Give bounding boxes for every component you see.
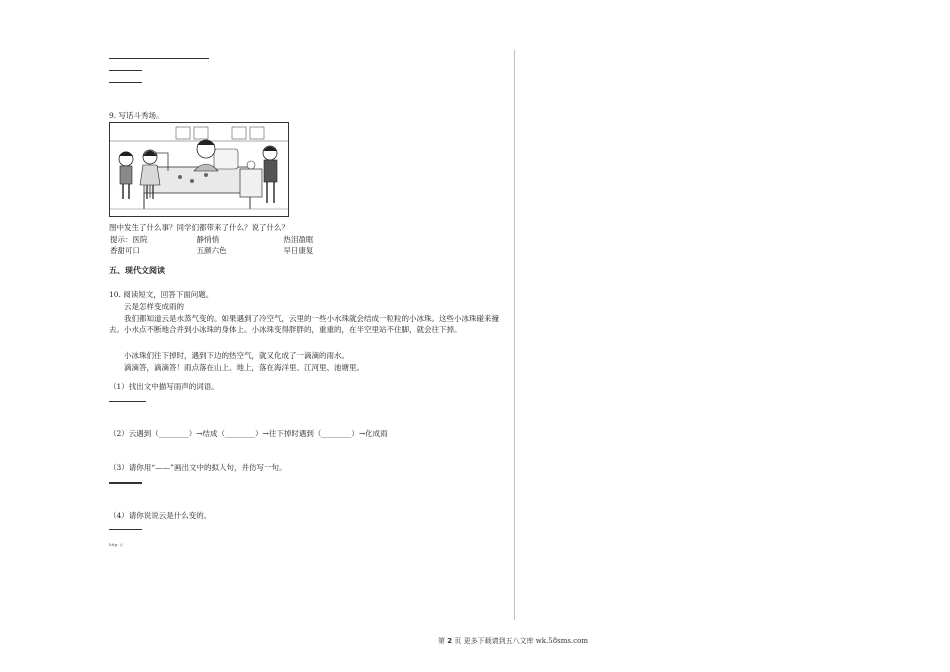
footer-prefix: 第 — [438, 637, 445, 645]
column-divider — [514, 50, 515, 620]
answer-line — [109, 401, 146, 402]
footer-text: 页 更多下载请到五八文库 wk.58sms.com — [454, 637, 588, 645]
hint-word: 五颜六色 — [196, 246, 227, 255]
question-9-prompt: 图中发生了什么事？同学们都带来了什么？说了什么？ — [109, 223, 289, 232]
small-note: http: // — [109, 542, 123, 547]
sub-question-3: （3）请你用“——”画出文中的拟人句，并仿写一句。 — [109, 463, 287, 472]
hospital-visit-illustration — [109, 122, 289, 217]
hint-row — [110, 245, 370, 256]
sub-question-4: （4）请你说说云是什么变的。 — [109, 511, 212, 520]
hint-row — [110, 234, 370, 245]
illustration-drawing — [110, 123, 288, 216]
passage-paragraph: 小冰珠们往下掉时，遇到下边的热空气，就又化成了一滴滴的雨水。 — [124, 351, 349, 360]
question-9-title: 9. 写话斗秀场。 — [109, 111, 164, 120]
sub-question-1: （1）找出文中描写雨声的词语。 — [109, 382, 219, 391]
answer-line — [109, 58, 209, 59]
hint-word: 香甜可口 — [110, 246, 140, 255]
page-footer — [438, 636, 588, 646]
hint-word: 热泪盈眶 — [283, 235, 314, 244]
answer-line — [109, 70, 142, 71]
question-10-intro: 10. 阅读短文，回答下面问题。 — [109, 290, 214, 299]
answer-line — [109, 529, 142, 530]
sub-question-2: （2）云遇到（________）→结成（________）→往下掉时遇到（________）→化成雨 — [109, 429, 388, 438]
footer-page-number: 2 — [447, 637, 453, 645]
hint-word: 早日康复 — [283, 246, 314, 255]
passage-paragraph: 我们都知道云是水蒸气变的。如果遇到了冷空气，云里的一些小水珠就会结成一粒粒的小冰珠。这些小冰珠碰来撞去。小水点不断地合并到小冰珠的身体上。小冰珠变得胖胖的，重重的，在半空里站不住脚，就会往下掉。 — [109, 314, 499, 334]
answer-line — [109, 82, 142, 83]
passage-paragraph: 滴滴答，滴滴答！雨点落在山上、地上，落在海洋里、江河里、池塘里。 — [124, 363, 364, 372]
answer-line — [109, 482, 142, 484]
passage-title: 云是怎样变成雨的 — [124, 302, 184, 311]
section-heading: 五、现代文阅读 — [109, 266, 165, 275]
hint-word: 提示：医院 — [110, 235, 148, 244]
hint-word: 静悄悄 — [196, 235, 220, 244]
hint-words — [110, 234, 370, 256]
